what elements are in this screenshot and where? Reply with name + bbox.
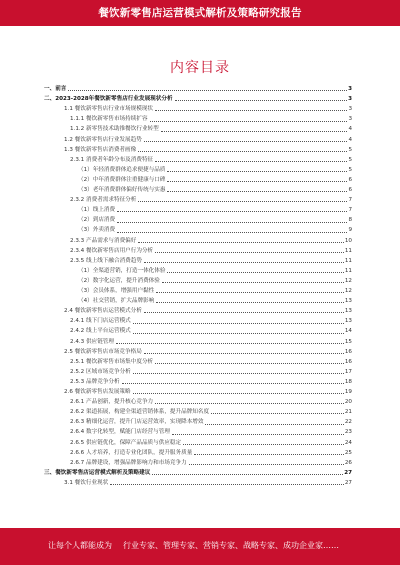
toc-entry-page: 9 [348,227,352,234]
toc-entry-page: 8 [348,217,352,224]
toc-leader-dots [155,403,344,404]
toc-entry-page: 21 [344,409,352,416]
toc-leader-dots [162,282,344,283]
toc-entry[interactable] [70,448,352,457]
toc-entry[interactable] [70,195,352,204]
toc-entry[interactable] [64,145,352,154]
toc-entry-page: 15 [344,338,352,345]
toc-leader-dots [205,424,343,425]
toc-leader-dots [167,191,347,192]
toc-entry[interactable] [78,266,352,275]
toc-entry-page: 5 [348,166,352,173]
toc-leader-dots [117,232,347,233]
toc-entry-label: （1）线上消费 [78,207,116,214]
toc-entry[interactable] [70,397,352,406]
toc-entry-label: （1）全渠道营销，打造一体化体验 [78,267,166,274]
toc-entry-page: 6 [348,187,352,193]
toc-entry-label: 2.6.3 精细化运营，提升门店运营效率，实现降本增效 [70,419,204,426]
toc-entry[interactable] [70,407,352,416]
toc-entry-page: 10 [344,237,352,244]
toc-entry[interactable] [70,256,352,265]
toc-entry[interactable] [78,225,352,234]
toc-entry[interactable] [70,316,352,325]
toc-entry-label: 2.6.1 产品创新，提升核心竞争力 [70,399,154,406]
toc-entry-label: 2.6.6 人才培养，打造专业化团队，提升服务质量 [70,449,193,456]
toc-entry-page: 26 [344,459,352,466]
toc-leader-dots [150,121,348,122]
footer-bar [0,528,400,565]
toc-leader-dots [117,222,347,223]
toc-entry-page: 25 [344,449,352,456]
toc-entry[interactable] [70,246,352,255]
toc-entry[interactable] [70,236,352,245]
toc-entry[interactable] [44,84,352,93]
toc-entry[interactable] [70,114,352,123]
toc-entry-label: 2.5 餐饮新零售店市场竞争格局 [64,348,142,355]
toc-entry-label: 1.2 餐饮新零售店行业发展趋势 [64,136,142,143]
toc-entry-page: 6 [348,176,352,183]
toc-entry-label: 3.1 餐饮行业现状 [64,479,109,486]
toc-entry-label: 二、2023-2028年餐饮新零售店行业发展现状分析 [44,96,173,103]
toc-entry-label: 2.3.5 线上线下融合消费趋势 [70,257,142,264]
toc-entry[interactable] [64,135,352,144]
toc-entry[interactable] [64,306,352,315]
toc-leader-dots [144,312,344,313]
toc-entry[interactable] [64,387,352,396]
toc-entry-page: 23 [344,429,352,436]
toc-entry-page: 11 [344,267,352,274]
toc-entry-page: 11 [344,257,352,264]
toc-entry-page: 11 [344,247,352,254]
toc-entry-label: 2.6.2 渠道拓展，构建全渠道营销体系，提升品牌知名度 [70,409,210,416]
toc-entry[interactable] [78,205,352,214]
toc-entry-label: 2.3.4 餐饮新零售店用户行为分析 [70,247,154,254]
toc-entry-page: 14 [344,328,352,335]
toc-leader-dots [155,110,347,111]
toc-leader-dots [167,181,347,182]
toc-leader-dots [152,474,343,475]
toc-leader-dots [194,454,344,455]
toc-entry-label: 2.3.3 产品需求与消费偏好 [70,237,137,244]
toc-leader-dots [138,242,344,243]
toc-heading: 内容目录 [170,60,230,76]
toc-entry[interactable] [70,438,352,447]
footer-slogan: 让每个人都能成为 [48,541,112,550]
toc-entry-page: 3 [348,96,352,103]
toc-entry[interactable] [44,94,352,103]
toc-leader-dots [110,484,344,485]
toc-entry-label: 2.4.3 供应链管理 [70,338,114,345]
toc-leader-dots [122,383,344,384]
toc-entry[interactable] [78,185,352,194]
toc-entry[interactable] [78,215,352,224]
toc-leader-dots [161,131,348,132]
toc-entry-page: 24 [344,439,352,446]
toc-entry-page: 12 [344,288,352,294]
toc-entry-label: （2）数字化运营，提升消费体验 [78,277,160,284]
toc-entry-label: 2.6.4 数字化转型，赋能门店经营与管理 [70,429,170,436]
toc-leader-dots [175,100,348,101]
toc-entry-page: 4 [348,126,352,133]
toc-entry-label: 2.4.1 线下门店运营模式 [70,318,131,325]
toc-entry[interactable] [78,276,352,285]
toc-leader-dots [116,343,344,344]
toc-entry-page: 7 [348,197,352,204]
toc-entry-label: （3）外卖消费 [78,227,116,234]
toc-entry-label: （2）中年消费群体注重健康与口碑 [78,176,166,183]
toc-leader-dots [189,464,344,465]
toc-entry[interactable] [70,124,352,133]
toc-leader-dots [156,292,344,293]
toc-entry[interactable] [78,286,352,295]
toc-entry-page: 3 [348,86,352,92]
toc-entry-page: 19 [344,389,352,395]
toc-entry-label: 2.6.5 供应链优化，保障产品品质与供应稳定 [70,439,182,446]
toc-entry-label: 1.1.2 新零售技术助推餐饮行业转型 [70,126,159,133]
toc-leader-dots [211,413,344,414]
toc-entry[interactable] [78,296,352,305]
toc-leader-dots [133,393,344,394]
toc-entry[interactable] [70,357,352,366]
toc-entry-label: 一、前言 [44,86,67,92]
toc-entry[interactable] [70,417,352,426]
toc-leader-dots [144,262,344,263]
toc-entry-page: 16 [344,348,352,355]
footer-roles: 行业专家、管理专家、营销专家、战略专家、成功企业家…… [123,541,339,550]
toc-entry-label: 2.5.1 餐饮新零售市场集中度分析 [70,358,154,365]
toc-entry[interactable] [70,326,352,335]
toc-entry-page: 5 [348,156,352,163]
toc-entry-page: 17 [344,368,352,375]
toc-entry-label: （3）老年消费群体偏好传统与实惠 [78,187,166,193]
toc-entry-page: 27 [344,469,352,476]
toc-entry-label: 2.6 餐饮新零售店发展策略 [64,389,131,395]
toc-leader-dots [167,272,343,273]
toc-leader-dots [144,353,344,354]
toc-entry-label: （2）到店消费 [78,217,116,224]
toc-entry-label: 2.4.2 线上平台运营模式 [70,328,131,335]
toc-leader-dots [155,252,344,253]
toc-entry[interactable] [78,175,352,184]
toc-entry[interactable] [44,468,352,477]
toc-entry[interactable] [64,478,352,487]
toc-entry-label: 2.5.2 区域市场竞争分析 [70,368,131,375]
toc-entry[interactable] [70,458,352,467]
toc-entry-page: 20 [344,399,352,406]
toc-entry-page: 4 [348,136,352,143]
toc-entry-page: 18 [344,378,352,385]
toc-leader-dots [68,90,347,91]
toc-leader-dots [167,171,347,172]
toc-entry-page: 12 [344,277,352,284]
toc-entry[interactable] [64,347,352,356]
toc-entry[interactable] [64,104,352,113]
toc-leader-dots [155,161,347,162]
toc-entry-label: 2.4 餐饮新零售店运营模式分析 [64,308,142,315]
toc-entry-label: 1.1.1 餐饮新零售市场持续扩容 [70,116,148,123]
toc-entry-label: （4）社交营销，扩大品牌影响 [78,298,155,305]
toc-leader-dots [138,201,347,202]
toc-leader-dots [133,333,344,334]
toc-entry-label: 三、餐饮新零售店运营模式解析及策略建议 [44,469,151,476]
toc-entry-label: 1.3 餐饮新零售店消费者画像 [64,146,137,153]
toc-entry-page: 7 [348,207,352,214]
toc-entry-label: 2.3.1 消费者年龄分布及消费特征 [70,156,154,163]
toc-entry-page: 27 [344,479,352,486]
toc-entry[interactable] [70,337,352,346]
toc-entry-page: 13 [344,318,352,325]
toc-leader-dots [117,211,347,212]
toc-entry-page: 3 [348,106,352,113]
toc-entry[interactable] [70,367,352,376]
toc-leader-dots [183,444,344,445]
toc-entry-page: 16 [344,358,352,365]
toc-leader-dots [172,434,344,435]
toc-entry[interactable] [70,155,352,164]
toc-entry-page: 13 [344,298,352,305]
toc-entry[interactable] [70,377,352,386]
toc-entry-label: 1.1 餐饮新零售店行业市场规模现状 [64,106,153,113]
toc-leader-dots [138,151,347,152]
toc-entry[interactable] [70,427,352,436]
toc-leader-dots [155,363,344,364]
toc-entry[interactable] [78,165,352,174]
toc-entry-label: 2.3.2 消费者需求特征分析 [70,197,137,204]
toc-entry-label: 2.5.3 品牌竞争分析 [70,378,120,385]
top-banner [0,0,400,26]
toc-entry-label: 2.6.7 品牌建设，增强品牌影响力和市场竞争力 [70,459,187,466]
report-title: 餐饮新零售店运营模式解析及策略研究报告 [98,7,302,19]
toc-entry-page: 22 [344,419,352,426]
toc-leader-dots [133,323,344,324]
toc-entry-page: 5 [348,146,352,153]
toc-entry-label: （1）年轻消费群体追求便捷与品质 [78,166,166,173]
toc-entry-page: 3 [348,116,352,123]
toc-entry-page: 13 [344,308,352,315]
toc-leader-dots [133,373,344,374]
toc-leader-dots [144,141,348,142]
toc-entry-label: （3）会员体系，增强用户黏性 [78,288,155,294]
toc-leader-dots [156,302,344,303]
